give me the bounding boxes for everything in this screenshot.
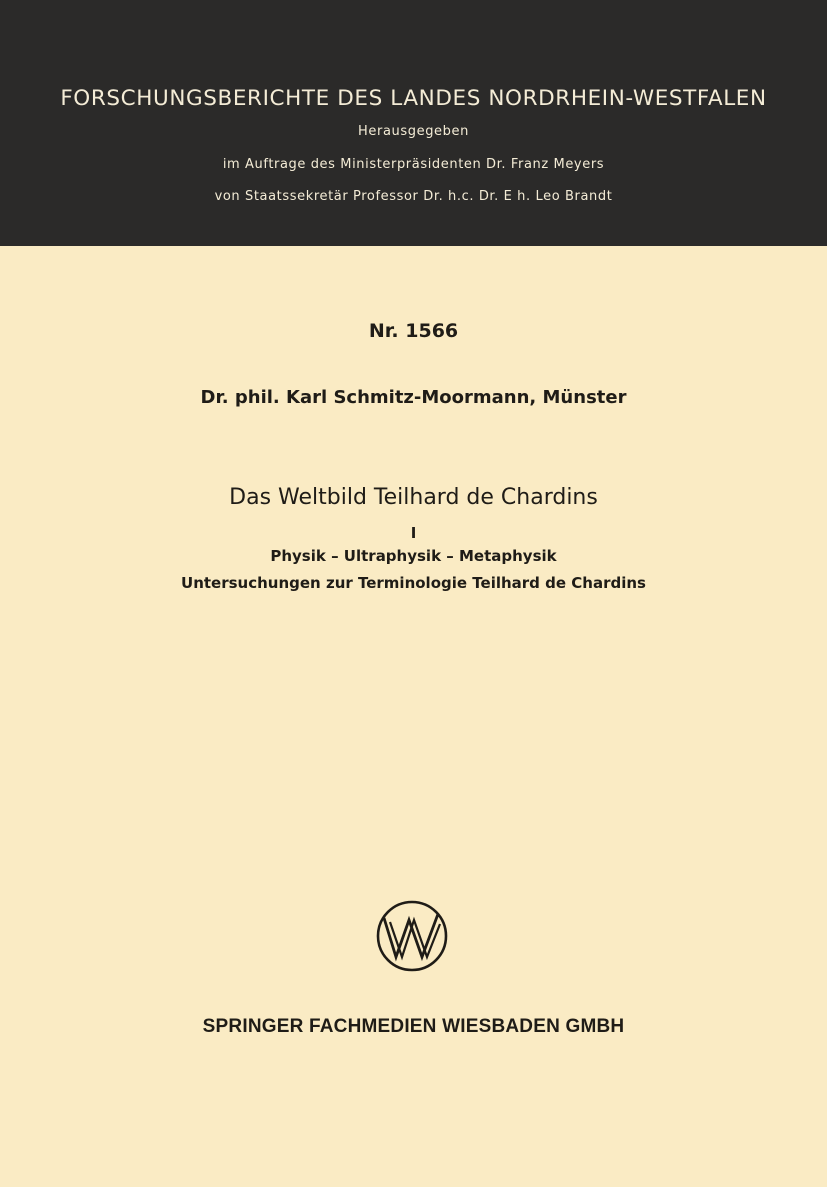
subtitle-1: Physik – Ultraphysik – Metaphysik — [270, 547, 557, 565]
editor-line-2: im Auftrage des Ministerpräsidenten Dr. Franz Meyers — [222, 157, 605, 172]
header-band — [0, 0, 827, 246]
volume-number: I — [410, 524, 417, 542]
editor-line-1: Herausgegeben — [358, 124, 469, 139]
ww-circle-logo-icon — [376, 900, 448, 972]
publisher-name: SPRINGER FACHMEDIEN WIESBADEN GMBH — [202, 1016, 625, 1037]
subtitle-2: Untersuchungen zur Terminologie Teilhard de Chardins — [181, 574, 646, 592]
author: Dr. phil. Karl Schmitz-Moormann, Münster — [200, 387, 627, 408]
editor-line-3: von Staatssekretär Professor Dr. h.c. Dr. E h. Leo Brandt — [214, 189, 613, 204]
series-title: FORSCHUNGSBERICHTE DES LANDES NORDRHEIN-WESTFALEN — [60, 86, 767, 111]
book-title: Das Weltbild Teilhard de Chardins — [229, 485, 598, 510]
report-number: Nr. 1566 — [368, 320, 459, 342]
